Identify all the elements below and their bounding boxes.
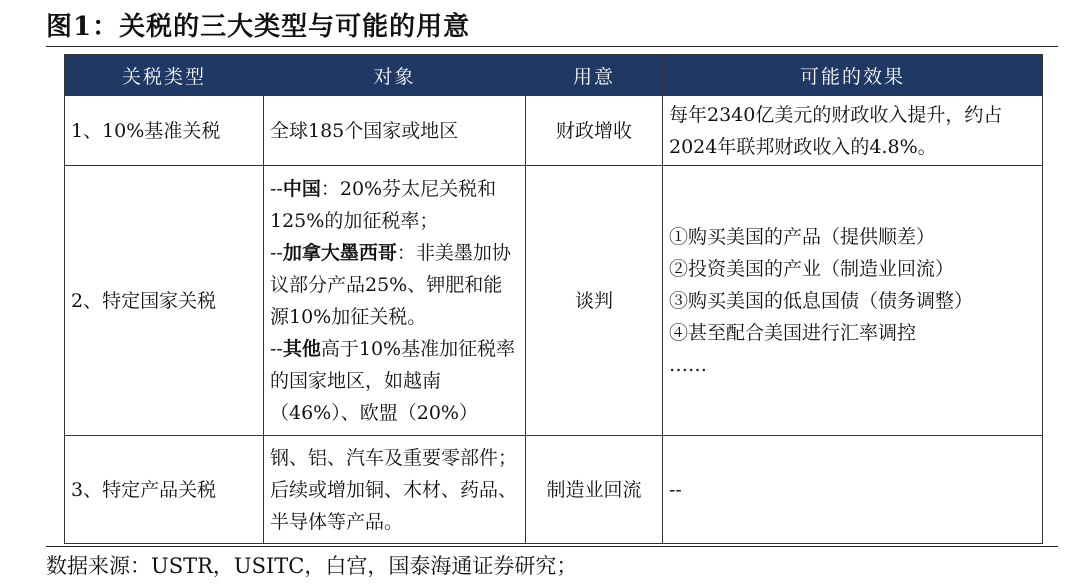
table-row [65, 436, 1043, 544]
table-header-row [65, 55, 1043, 96]
header-effects: 可能的效果 [663, 55, 1043, 96]
row2-object [264, 166, 526, 436]
tariff-table [64, 54, 1043, 544]
effect-item: ③购买美国的低息国债（债务调整） [669, 289, 974, 312]
effect-item: …… [669, 353, 707, 376]
row3-purpose: 制造业回流 [526, 436, 663, 544]
row1-effects: 每年2340亿美元的财政收入提升，约占2024年联邦财政收入的4.8%。 [663, 96, 1043, 166]
row1-purpose: 财政增收 [526, 96, 663, 166]
header-object: 对象 [264, 55, 526, 96]
header-purpose: 用意 [526, 55, 663, 96]
effect-item: ①购买美国的产品（提供顺差） [669, 225, 936, 248]
object-segment-canada-mexico: --加拿大墨西哥：非美墨加协议部分产品25%、钾肥和能源10%加征关税。 [270, 241, 511, 328]
source-note: 数据来源：USTR，USITC，白宫，国泰海通证券研究； [46, 554, 578, 578]
table-row [65, 166, 1043, 436]
top-rule [46, 46, 1058, 47]
bottom-rule [46, 546, 1058, 547]
row2-purpose: 谈判 [526, 166, 663, 436]
row3-object: 钢、铝、汽车及重要零部件；后续或增加铜、木材、药品、半导体等产品。 [264, 436, 526, 544]
row2-effects [663, 166, 1043, 436]
row2-type: 2、特定国家关税 [65, 166, 264, 436]
effect-item: ④甚至配合美国进行汇率调控 [669, 321, 917, 344]
row3-type: 3、特定产品关税 [65, 436, 264, 544]
object-segment-others: --其他高于10%基准加征税率的国家地区，如越南（46%）、欧盟（20%） [270, 337, 516, 424]
row3-effects: -- [663, 436, 1043, 544]
header-tariff-type: 关税类型 [65, 55, 264, 96]
table-row [65, 96, 1043, 166]
row1-object: 全球185个国家或地区 [264, 96, 526, 166]
figure-title: 图1：关税的三大类型与可能的用意 [46, 12, 471, 42]
object-segment-china: --中国：20%芬太尼关税和125%的加征税率； [270, 177, 497, 232]
row1-type: 1、10%基准关税 [65, 96, 264, 166]
effect-item: ②投资美国的产业（制造业回流） [669, 257, 955, 280]
